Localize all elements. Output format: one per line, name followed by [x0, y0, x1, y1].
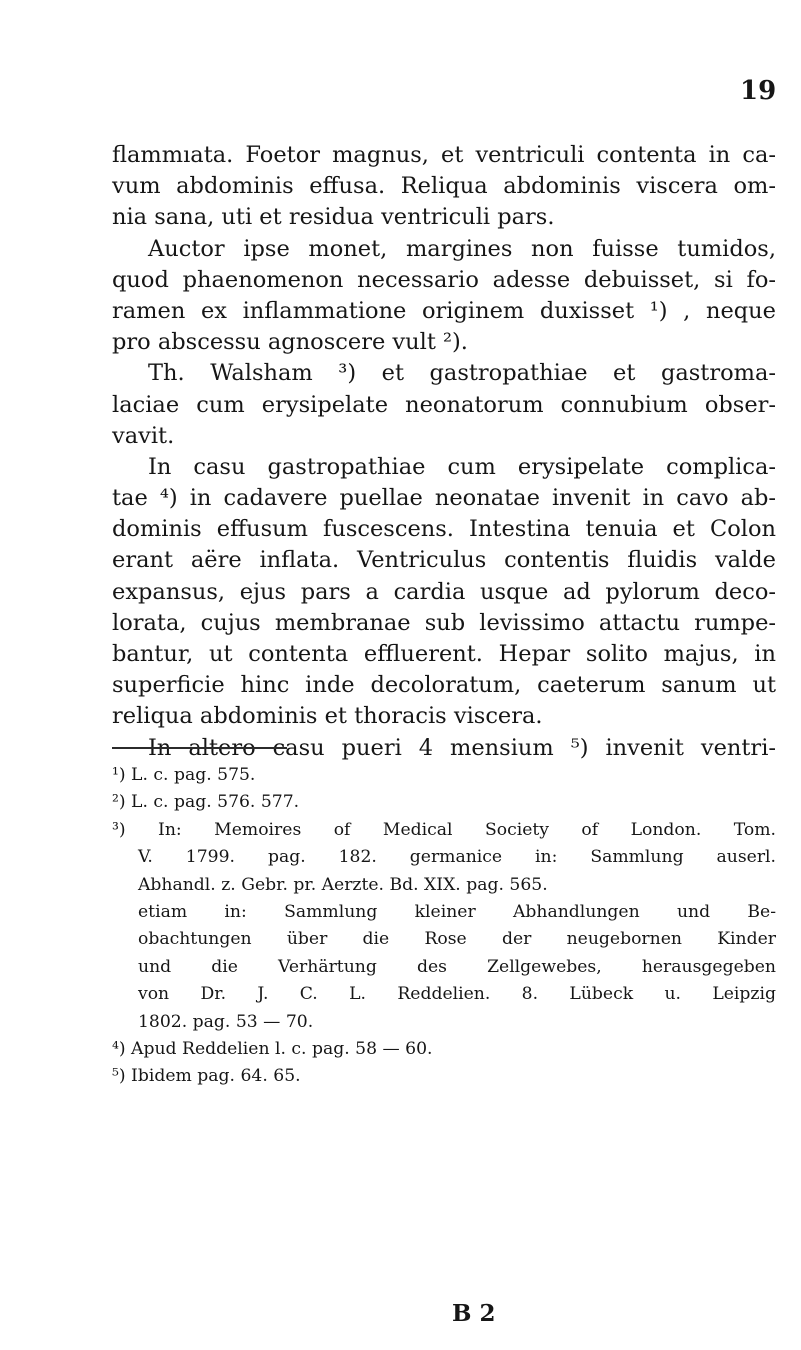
- body-line: reliqua abdominis et thoracis viscera.: [112, 703, 543, 730]
- footnote-separator-rule: [112, 747, 287, 749]
- body-line: expansus, ejus pars a cardia usque ad pylorum deco-: [112, 578, 776, 605]
- page-number: 19: [740, 76, 777, 106]
- body-line: quod phaenomenon necessario adesse debuisset, si fo-: [112, 266, 776, 293]
- body-line: Th. Walsham ³) et gastropathiae et gastroma-: [148, 360, 776, 387]
- footnote-line: ³) In: Memoires of Medical Society of London. Tom.: [112, 819, 776, 840]
- body-line: vum abdominis effusa. Reliqua abdominis viscera om-: [112, 173, 776, 200]
- signature-mark: B 2: [452, 1300, 496, 1327]
- body-line: flammıata. Foetor magnus, et ventriculi contenta in ca-: [112, 142, 776, 168]
- body-line: In altero casu pueri 4 mensium ⁵) invenit ventri-: [148, 734, 776, 761]
- body-line: Auctor ipse monet, margines non fuisse tumidos,: [148, 235, 776, 262]
- footnotes: [112, 762, 776, 1091]
- body-line: erant aëre inflata. Ventriculus contentis fluidis valde: [112, 547, 776, 574]
- body-line: ramen ex inflammatione originem duxisset ¹) , neque: [112, 297, 776, 324]
- body-line: In casu gastropathiae cum erysipelate complica-: [148, 453, 776, 480]
- footnote-line: etiam in: Sammlung kleiner Abhandlungen und Be-: [138, 901, 776, 922]
- body-line: vavit.: [112, 422, 175, 449]
- footnote-line: 1802. pag. 53 — 70.: [138, 1011, 314, 1032]
- body-line: lorata, cujus membranae sub levissimo attactu rumpe-: [112, 609, 776, 636]
- footnote-line: ²) L. c. pag. 576. 577.: [112, 792, 300, 813]
- body-line: laciae cum erysipelate neonatorum connubium obser-: [112, 391, 776, 418]
- body-text: [112, 140, 776, 764]
- body-line: pro abscessu agnoscere vult ²).: [112, 329, 468, 356]
- footnote-line: ¹) L. c. pag. 575.: [112, 765, 256, 785]
- footnote-line: von Dr. J. C. L. Reddelien. 8. Lübeck u. Leipzig: [138, 984, 776, 1005]
- footnote-line: Abhandl. z. Gebr. pr. Aerzte. Bd. XIX. pag. 565.: [138, 874, 548, 895]
- footnote-line: und die Verhärtung des Zellgewebes, herausgegeben: [138, 956, 776, 977]
- body-line: dominis effusum fuscescens. Intestina tenuia et Colon: [112, 516, 776, 543]
- body-line: nia sana, uti et residua ventriculi pars.: [112, 204, 555, 231]
- footnote-line: ⁵) Ibidem pag. 64. 65.: [112, 1066, 301, 1087]
- footnote-line: V. 1799. pag. 182. germanice in: Sammlung auserl.: [138, 847, 776, 868]
- body-line: tae ⁴) in cadavere puellae neonatae invenit in cavo ab-: [112, 485, 776, 512]
- body-line: superficie hinc inde decoloratum, caeterum sanum ut: [112, 672, 776, 699]
- body-line: bantur, ut contenta effluerent. Hepar solito majus, in: [112, 641, 776, 667]
- footnote-line: obachtungen über die Rose der neugebornen Kinder: [138, 929, 776, 950]
- footnote-line: ⁴) Apud Reddelien l. c. pag. 58 — 60.: [112, 1038, 433, 1059]
